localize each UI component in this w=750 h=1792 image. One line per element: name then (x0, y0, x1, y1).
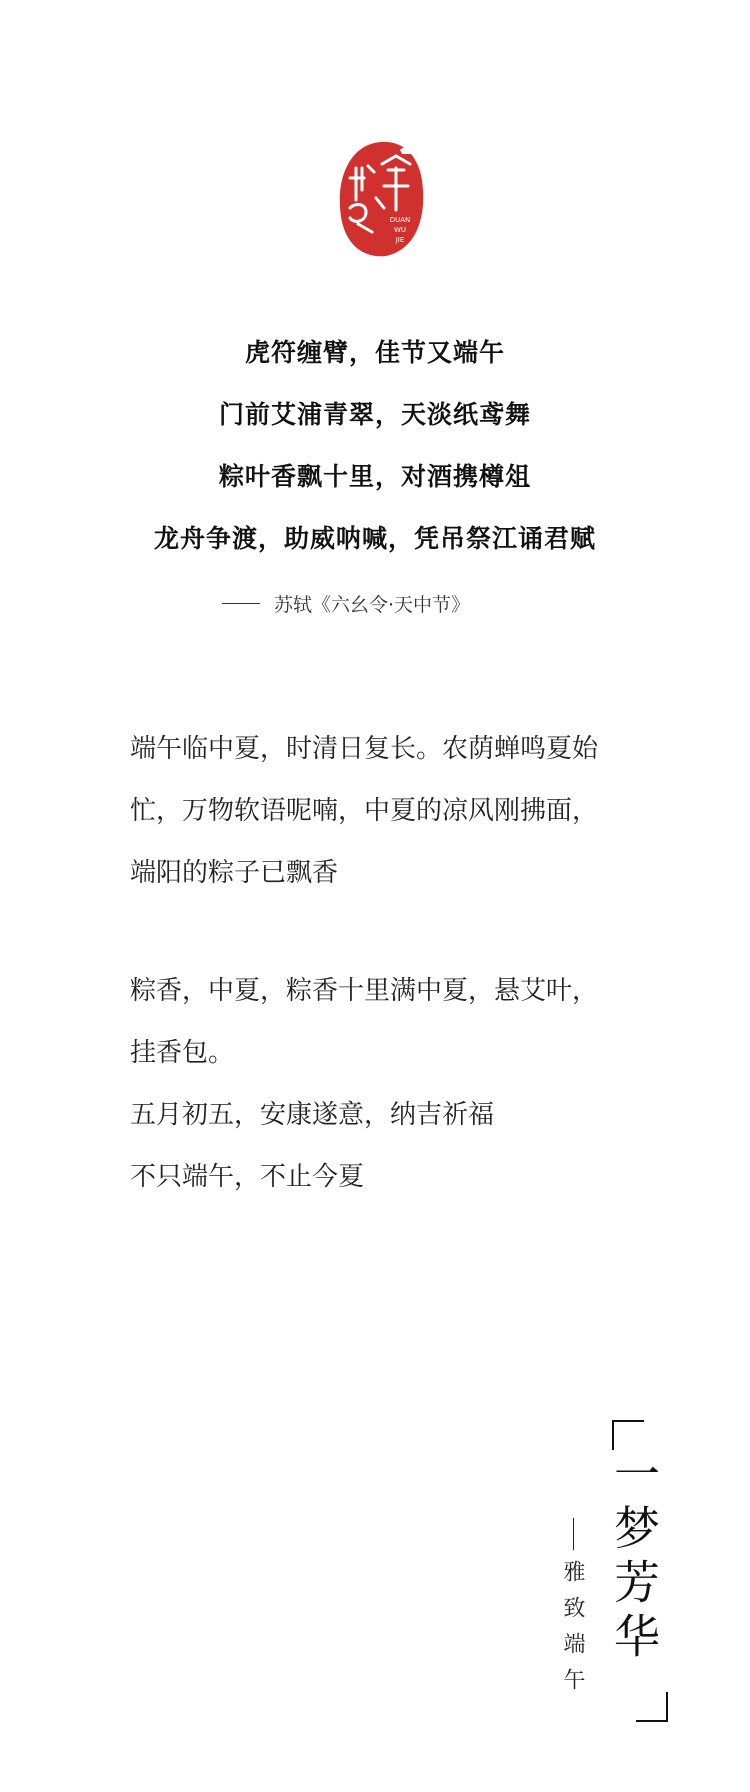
prose-line: 不只端午，不止今夏 (130, 1162, 365, 1192)
prose-line: 端阳的粽子已飘香 (130, 858, 339, 888)
prose-paragraph-2 (130, 960, 670, 1208)
seal-latin-2: WU (393, 226, 407, 234)
poem-attribution (222, 590, 470, 617)
prose-line: 粽香，中夏，粽香十里满中夏，悬艾叶， (130, 976, 599, 1006)
vertical-subtitle: 雅致端午 (560, 1560, 585, 1704)
seal-latin-1: DUAN (389, 216, 411, 224)
attribution-text: 苏轼《六幺令·天中节》 (274, 594, 471, 616)
prose-line: 五月初五，安康遂意，纳吉祈福 (130, 1100, 495, 1130)
vertical-title: 一梦芳华 (607, 1450, 661, 1666)
poem-block (0, 322, 750, 570)
vertical-title-block (607, 1420, 668, 1722)
poem-line: 虎符缠臂，佳节又端午 (244, 338, 505, 367)
poem-line: 龙舟争渡，助威呐喊，凭吊祭江诵君赋 (153, 524, 596, 553)
attribution-dash (222, 603, 260, 604)
seal-latin-3: JIE (395, 236, 405, 244)
poem-line: 门前艾浦青翠，天淡纸鸢舞 (218, 400, 531, 429)
corner-bracket-open (612, 1420, 644, 1450)
prose-line: 忙，万物软语呢喃，中夏的凉风刚拂面， (130, 796, 599, 826)
corner-bracket-close (636, 1692, 668, 1722)
prose-line: 端午临中夏，时清日复长。农荫蝉鸣夏始 (130, 734, 599, 764)
prose-paragraph-1 (130, 718, 670, 904)
poem-line: 粽叶香飘十里，对酒携樽俎 (218, 462, 531, 491)
prose-line: 挂香包。 (130, 1038, 235, 1068)
vertical-subtitle-bar (573, 1518, 574, 1550)
duanwujie-seal-logo (336, 138, 426, 260)
